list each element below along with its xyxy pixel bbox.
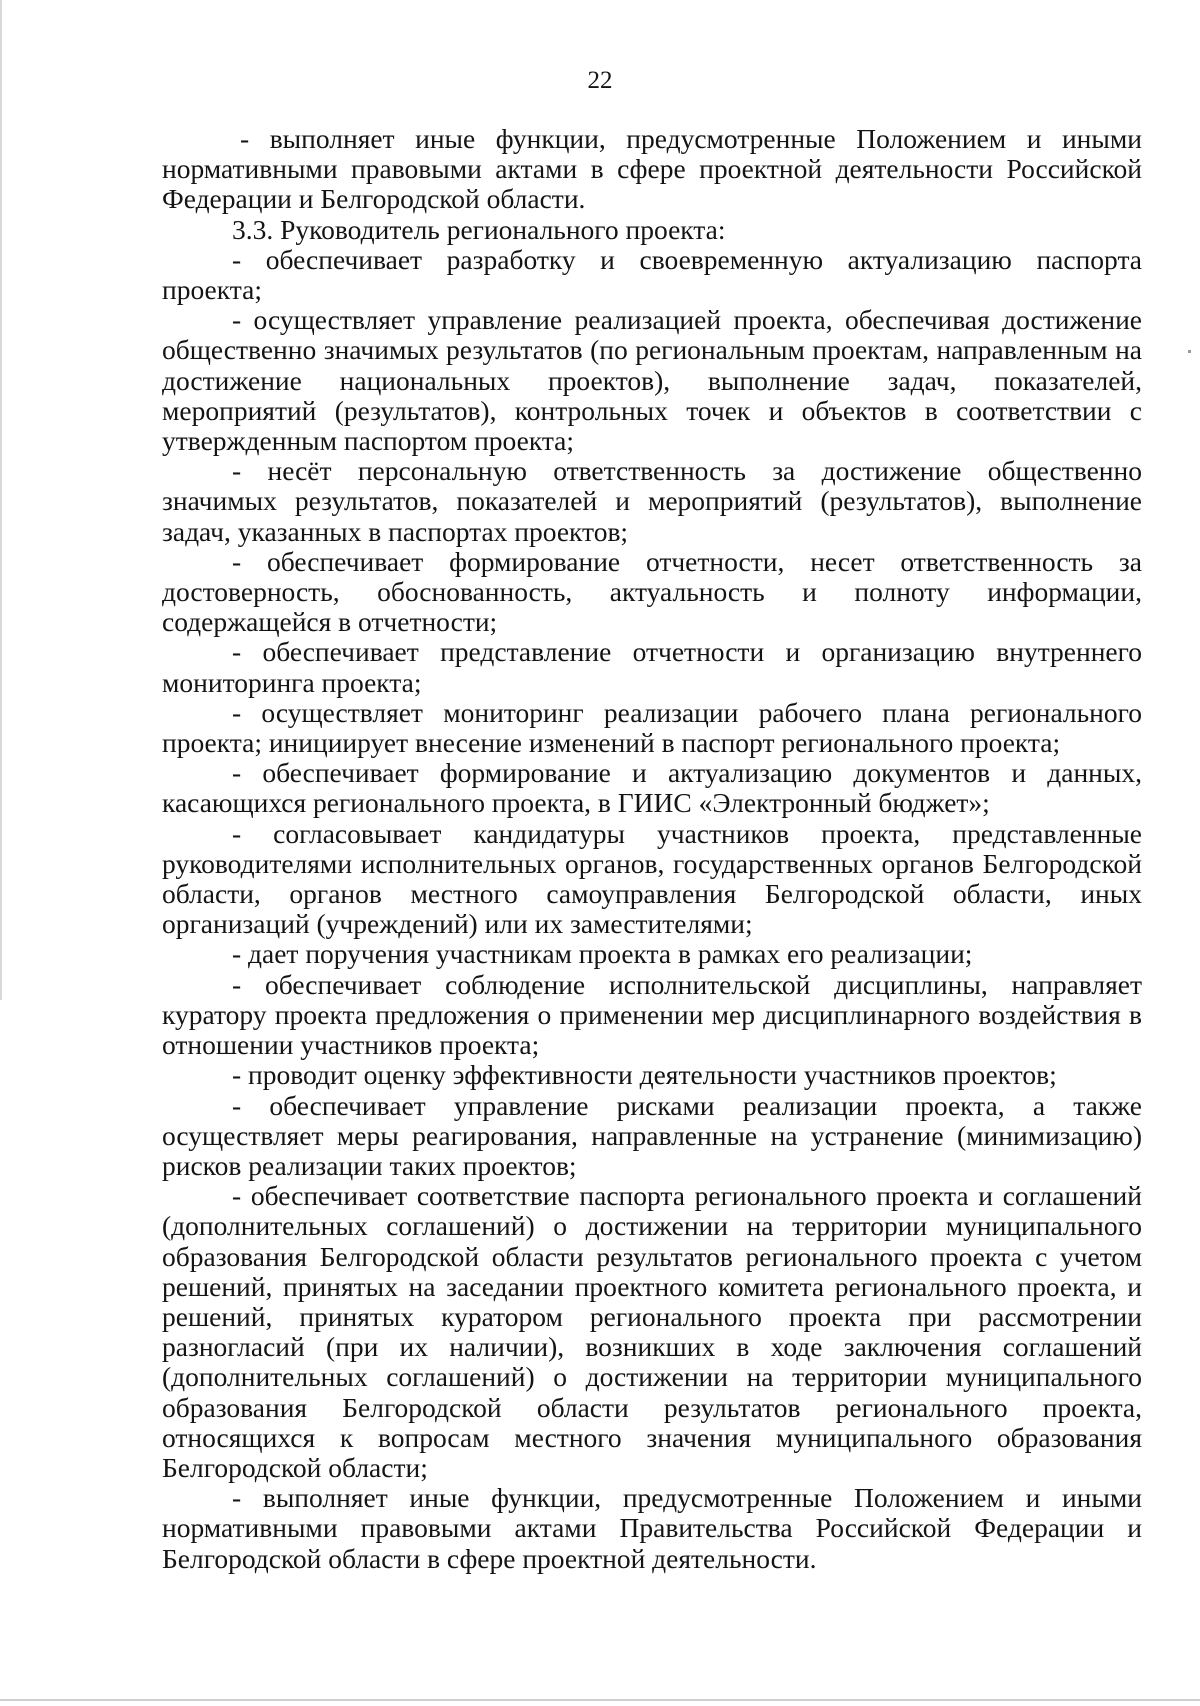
- paragraph-passport-development: - обеспечивает разработку и своевременную актуализацию паспорта проекта;: [162, 243, 1142, 306]
- paragraph-workplan-monitoring: - осуществляет мониторинг реализации рабочего плана регионального проекта; инициирует внесение изменений в паспорт регионального проекта;: [162, 696, 1142, 759]
- document-body: [162, 124, 1142, 1574]
- section-heading-3-3: 3.3. Руководитель регионального проекта:: [232, 213, 726, 245]
- paragraph-efficiency-assessment: - проводит оценку эффективности деятельности участников проектов;: [232, 1059, 1057, 1091]
- paragraph-internal-monitoring: - обеспечивает представление отчетности и организацию внутреннего мониторинга проекта;: [162, 636, 1142, 698]
- paragraph-other-functions-curator: - выполняет иные функции, предусмотренные Положением и иными нормативными правовыми актами в сфере проектной деятельности Российской Федерации и Белгородской области.: [162, 123, 1142, 215]
- paragraph-agreements-compliance: - обеспечивает соответствие паспорта регионального проекта и соглашений (дополнительных соглашений) о достижении на территории муниципального образования Белгородской области результатов регионального проекта с учетом решений, принятых на заседании проектного комитета регионального проекта, и решений, принятых куратором регионального проекта при рассмотрении разногласий (при их наличии), возникших в ходе заключения соглашений (дополнительных соглашений) о достижении на территории муниципального образования Белгородской области результатов регионального проекта, относящихся к вопросам местного значения муниципального образования Белгородской области;: [162, 1180, 1142, 1483]
- paragraph-personal-responsibility: - несёт персональную ответственность за достижение общественно значимых результатов, показателей и мероприятий (результатов), выполнение задач, указанных в паспортах проектов;: [162, 455, 1142, 547]
- paragraph-other-functions-head: - выполняет иные функции, предусмотренные Положением и иными нормативными правовыми актами Правительства Российской Федерации и Белгородской области в сфере проектной деятельности.: [162, 1482, 1142, 1574]
- paragraph-instructions: - дает поручения участникам проекта в рамках его реализации;: [232, 938, 973, 970]
- paragraph-reporting: - обеспечивает формирование отчетности, несет ответственность за достоверность, обоснованность, актуальность и полноту информации, содержащейся в отчетности;: [162, 545, 1142, 638]
- scan-bottom-edge: [0, 1699, 1200, 1701]
- paragraph-discipline: - обеспечивает соблюдение исполнительской дисциплины, направляет куратору проекта предложения о применении мер дисциплинарного воздействия в отношении участников проекта;: [162, 968, 1142, 1061]
- paragraph-giis-documents: - обеспечивает формирование и актуализацию документов и данных, касающихся регионального проекта, в ГИИС «Электронный бюджет»;: [162, 757, 1142, 819]
- paragraph-participants-approval: - согласовывает кандидатуры участников проекта, представленные руководителями исполнительных органов, государственных органов Белгородской области, органов местного самоуправления Белгородской области, иных организаций (учреждений) или их заместителями;: [162, 817, 1142, 940]
- page-number: 22: [587, 67, 613, 94]
- scan-speck: [1188, 350, 1191, 353]
- paragraph-project-management: - осуществляет управление реализацией проекта, обеспечивая достижение общественно значимых результатов (по региональным проектам, направленным на достижение национальных проектов), выполнение задач, показателей, мероприятий (результатов), контрольных точек и объектов в соответствии с утвержденным паспортом проекта;: [162, 304, 1142, 457]
- scan-left-edge: [0, 0, 2, 1000]
- paragraph-risk-management: - обеспечивает управление рисками реализации проекта, а также осуществляет меры реагирования, направленные на устранение (минимизацию) рисков реализации таких проектов;: [162, 1089, 1142, 1181]
